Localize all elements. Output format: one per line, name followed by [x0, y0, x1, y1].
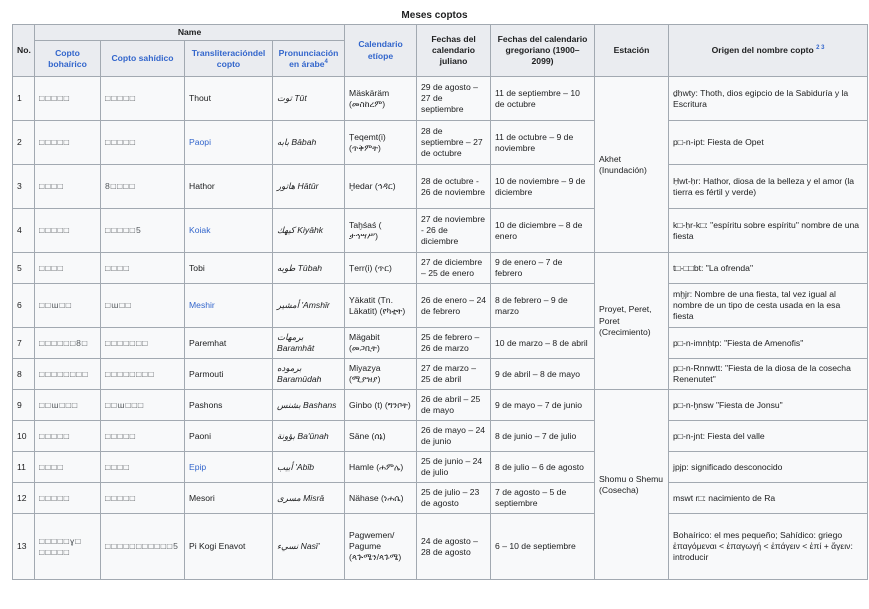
season-cell: Proyet, Peret, Poret (Crecimiento) — [595, 253, 669, 390]
bohairic-cell: □□□□ — [35, 452, 101, 483]
row-number: 11 — [13, 452, 35, 483]
table-body — [13, 77, 868, 580]
arabic-cell: مسرى Misrā — [273, 483, 345, 514]
arabic-cell: نسيء Nasī' — [273, 514, 345, 580]
translit-cell[interactable]: Koiak — [185, 209, 273, 253]
arabic-cell: بؤونة Ba'ūnah — [273, 421, 345, 452]
ethiopian-cell: Yäkatit (Tn. Läkatit) (የካቲት) — [345, 284, 417, 328]
row-number: 7 — [13, 328, 35, 359]
julian-cell: 27 de diciembre – 25 de enero — [417, 253, 491, 284]
header-julian: Fechas del calendario juliano — [417, 25, 491, 77]
ethiopian-cell: Mäskäräm (መስከረም) — [345, 77, 417, 121]
header-bohairic[interactable]: Copto bohaírico — [35, 41, 101, 77]
translit-cell: Pashons — [185, 390, 273, 421]
bohairic-cell: □□ɯ□□□ — [35, 390, 101, 421]
arabic-cell: كيهك Kiyāhk — [273, 209, 345, 253]
row-number: 5 — [13, 253, 35, 284]
ethiopian-cell: Ṭeqemt(i) (ጥቅምት) — [345, 121, 417, 165]
sahidic-cell: □□□□ — [101, 452, 185, 483]
sahidic-cell: □□□□□ — [101, 121, 185, 165]
row-number: 4 — [13, 209, 35, 253]
table-row — [13, 77, 868, 121]
header-translit[interactable]: Transliteracióndel copto — [185, 41, 273, 77]
origin-cell: Bohaírico: el mes pequeño; Sahídico: griego ἐπαγόμεναι < ἐπαγωγή < ἐπάγειν < ἐπί + ἄγειν: introducir — [669, 514, 868, 580]
julian-cell: 25 de julio – 23 de agosto — [417, 483, 491, 514]
origin-cell: k□-ḥr-k□: "espíritu sobre espíritu" nombre de una fiesta — [669, 209, 868, 253]
bohairic-cell: □□□□□ — [35, 421, 101, 452]
ethiopian-cell: Säne (ሰኔ) — [345, 421, 417, 452]
gregorian-cell: 8 de julio – 6 de agosto — [491, 452, 595, 483]
bohairic-cell: □□□□□ — [35, 77, 101, 121]
gregorian-cell: 9 de mayo – 7 de junio — [491, 390, 595, 421]
translit-cell: Pi Kogi Enavot — [185, 514, 273, 580]
header-origin: Origen del nombre copto $^{2 3}$ — [669, 25, 868, 77]
arabic-cell: برموده Baramūdah — [273, 359, 345, 390]
origin-cell: jpjp: significado desconocido — [669, 452, 868, 483]
gregorian-cell: 6 – 10 de septiembre — [491, 514, 595, 580]
julian-cell: 28 de septiembre – 27 de octubre — [417, 121, 491, 165]
translit-cell: Mesori — [185, 483, 273, 514]
table-row — [13, 284, 868, 328]
gregorian-cell: 8 de junio – 7 de julio — [491, 421, 595, 452]
translit-cell[interactable]: Meshir — [185, 284, 273, 328]
origin-cell: p□-n-Rnnwtt: "Fiesta de la diosa de la cosecha Renenutet" — [669, 359, 868, 390]
ethiopian-cell: Taḫśaś ( ታኅሣሥ) — [345, 209, 417, 253]
sahidic-cell: □□□□□ — [101, 421, 185, 452]
row-number: 9 — [13, 390, 35, 421]
row-number: 10 — [13, 421, 35, 452]
gregorian-cell: 10 de marzo – 8 de abril — [491, 328, 595, 359]
gregorian-cell: 10 de diciembre – 8 de enero — [491, 209, 595, 253]
bohairic-cell: □□□□□ — [35, 209, 101, 253]
header-season: Estación — [595, 25, 669, 77]
header-ethiopian[interactable]: Calendario etíope — [345, 25, 417, 77]
origin-cell: ḏḥwty: Thoth, dios egipcio de la Sabiduría y la Escritura — [669, 77, 868, 121]
arabic-footnote-link[interactable]: 4 — [324, 58, 328, 65]
row-number: 2 — [13, 121, 35, 165]
gregorian-cell: 10 de noviembre – 9 de diciembre — [491, 165, 595, 209]
sahidic-cell: □□□□□□□ — [101, 328, 185, 359]
table-row — [13, 359, 868, 390]
bohairic-cell: □□□□ — [35, 165, 101, 209]
julian-cell: 27 de marzo – 25 de abril — [417, 359, 491, 390]
ethiopian-cell: Mägabit (መጋቢት) — [345, 328, 417, 359]
translit-cell: Tobi — [185, 253, 273, 284]
sahidic-cell: □□ɯ□□□ — [101, 390, 185, 421]
table-caption: Meses coptos — [401, 10, 468, 21]
table-row — [13, 121, 868, 165]
gregorian-cell: 9 de abril – 8 de mayo — [491, 359, 595, 390]
season-cell: Shomu o Shemu (Cosecha) — [595, 390, 669, 580]
translit-cell: Thout — [185, 77, 273, 121]
translit-cell: Hathor — [185, 165, 273, 209]
row-number: 3 — [13, 165, 35, 209]
ethiopian-cell: Pagwemen/ Pagume (ጳጕሜን/ጳጉሜ) — [345, 514, 417, 580]
ethiopian-cell: Ṭerr(i) (ጥር) — [345, 253, 417, 284]
header-gregorian: Fechas del calendario gregoriano (1900–2099) — [491, 25, 595, 77]
sahidic-cell: □□□□□□□□ — [101, 359, 185, 390]
bohairic-cell: □□□□□ — [35, 121, 101, 165]
sahidic-cell: □□□□□□□□□□□5 — [101, 514, 185, 580]
gregorian-cell: 7 de agosto – 5 de septiembre — [491, 483, 595, 514]
translit-cell: Paoni — [185, 421, 273, 452]
sahidic-cell: □□□□□ — [101, 483, 185, 514]
ethiopian-cell: Ginbo (t) (ግንቦት) — [345, 390, 417, 421]
table-row — [13, 514, 868, 580]
header-no: No. — [13, 25, 35, 77]
sahidic-cell: □□□□□ — [101, 77, 185, 121]
origin-cell: p□-n-ipt: Fiesta de Opet — [669, 121, 868, 165]
sahidic-cell: □ɯ□□ — [101, 284, 185, 328]
arabic-cell: برمهات Baramhāt — [273, 328, 345, 359]
row-number: 1 — [13, 77, 35, 121]
julian-cell: 25 de febrero – 26 de marzo — [417, 328, 491, 359]
row-number: 12 — [13, 483, 35, 514]
translit-cell[interactable]: Epip — [185, 452, 273, 483]
origin-cell: mswt r□: nacimiento de Ra — [669, 483, 868, 514]
bohairic-cell: □□□□□□□□ — [35, 359, 101, 390]
ethiopian-cell: Ḫedar (ኅዳር) — [345, 165, 417, 209]
table-row — [13, 165, 868, 209]
bohairic-cell: □□□□ — [35, 253, 101, 284]
ethiopian-cell: Nähase (ነሐሴ) — [345, 483, 417, 514]
bohairic-cell: □□□□□ — [35, 483, 101, 514]
julian-cell: 25 de junio – 24 de julio — [417, 452, 491, 483]
sahidic-cell: □□□□ — [101, 253, 185, 284]
julian-cell: 24 de agosto – 28 de agosto — [417, 514, 491, 580]
origin-cell: mḫjr: Nombre de una fiesta, tal vez igual al nombre de un tipo de cesta usada en la esa fiesta — [669, 284, 868, 328]
bohairic-cell: □□□□□ɣ□ □□□□□ — [35, 514, 101, 580]
julian-cell: 27 de noviembre - 26 de diciembre — [417, 209, 491, 253]
julian-cell: 29 de agosto – 27 de septiembre — [417, 77, 491, 121]
header-name: Name — [35, 25, 345, 41]
translit-cell: Parmouti — [185, 359, 273, 390]
table-row — [13, 483, 868, 514]
origin-cell: t□-□□bt: "La ofrenda" — [669, 253, 868, 284]
origin-cell: p□-n-ḫnsw "Fiesta de Jonsu" — [669, 390, 868, 421]
origin-footnote-link[interactable]: 2 3 — [816, 45, 825, 52]
gregorian-cell: 11 de septiembre – 10 de octubre — [491, 77, 595, 121]
origin-cell: p□-n-jnt: Fiesta del valle — [669, 421, 868, 452]
arabic-cell: بشنس Bashans — [273, 390, 345, 421]
julian-cell: 28 de octubre - 26 de noviembre — [417, 165, 491, 209]
coptic-months-table — [12, 24, 868, 580]
origin-cell: p□-n-imnḥtp: "Fiesta de Amenofis" — [669, 328, 868, 359]
translit-cell: Paremhat — [185, 328, 273, 359]
table-row — [13, 390, 868, 421]
arabic-cell: أبيب 'Abīb — [273, 452, 345, 483]
ethiopian-cell: Miyazya (ሚያዝያ) — [345, 359, 417, 390]
table-row — [13, 253, 868, 284]
bohairic-cell: □□□□□□8□ — [35, 328, 101, 359]
table-row — [13, 328, 868, 359]
julian-cell: 26 de enero – 24 de febrero — [417, 284, 491, 328]
bohairic-cell: □□ɯ□□ — [35, 284, 101, 328]
julian-cell: 26 de mayo – 24 de junio — [417, 421, 491, 452]
gregorian-cell: 11 de octubre – 9 de noviembre — [491, 121, 595, 165]
sahidic-cell: 8□□□□ — [101, 165, 185, 209]
gregorian-cell: 8 de febrero – 9 de marzo — [491, 284, 595, 328]
translit-cell[interactable]: Paopi — [185, 121, 273, 165]
arabic-cell: طوبه Tūbah — [273, 253, 345, 284]
ethiopian-cell: Hamle (ሐምሌ) — [345, 452, 417, 483]
header-arabic: Pronunciación en árabe$^4$ — [273, 41, 345, 77]
arabic-cell: توت Tūt — [273, 77, 345, 121]
season-cell: Akhet (Inundación) — [595, 77, 669, 253]
table-row — [13, 452, 868, 483]
sahidic-cell: □□□□□5 — [101, 209, 185, 253]
arabic-cell: هاتور Hātūr — [273, 165, 345, 209]
gregorian-cell: 9 de enero – 7 de febrero — [491, 253, 595, 284]
arabic-cell: أمشير 'Amshīr — [273, 284, 345, 328]
table-row — [13, 421, 868, 452]
row-number: 8 — [13, 359, 35, 390]
julian-cell: 26 de abril – 25 de mayo — [417, 390, 491, 421]
row-number: 13 — [13, 514, 35, 580]
row-number: 6 — [13, 284, 35, 328]
table-row — [13, 209, 868, 253]
arabic-cell: بابه Bābah — [273, 121, 345, 165]
origin-cell: Ḥwt-ḥr: Hathor, diosa de la belleza y el amor (la tierra es fértil y verde) — [669, 165, 868, 209]
header-sahidic[interactable]: Copto sahídico — [101, 41, 185, 77]
